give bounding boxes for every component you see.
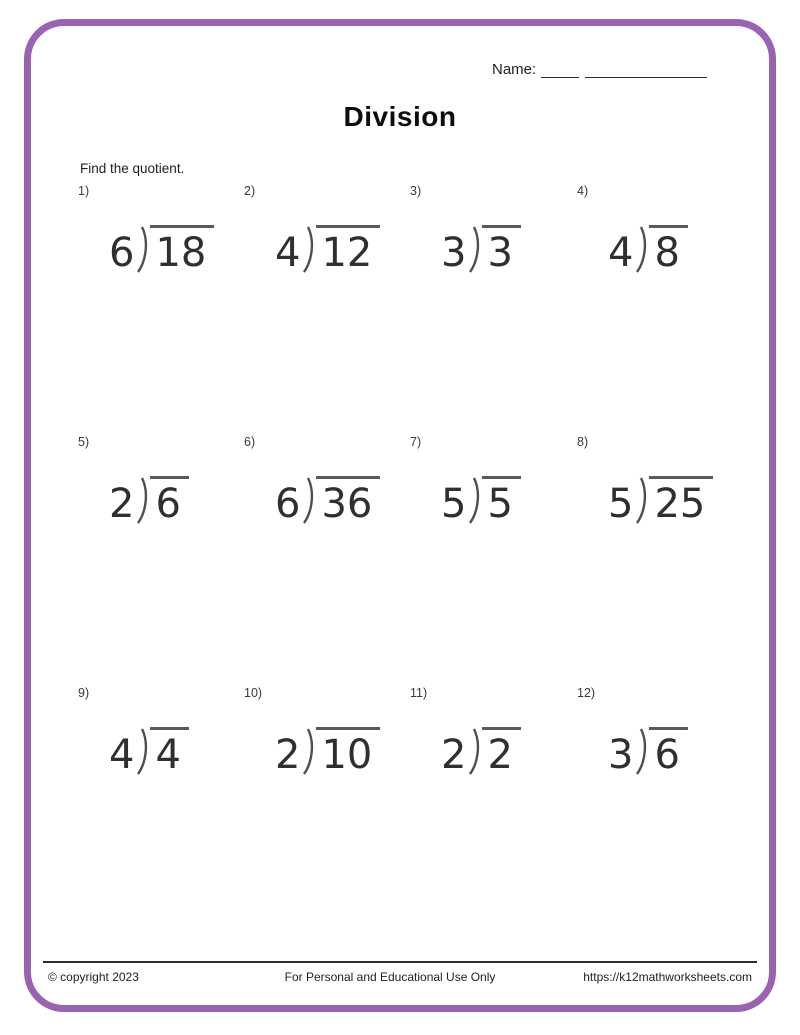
divisor: 4 — [275, 230, 301, 276]
division-bracket-icon — [302, 476, 316, 524]
long-division-problem — [441, 727, 577, 777]
dividend: 10 — [316, 727, 380, 777]
dividend: 12 — [316, 225, 380, 275]
divisor: 3 — [608, 732, 634, 778]
dividend: 5 — [482, 476, 520, 526]
problem-cell — [410, 184, 577, 435]
problem-number: 11) — [410, 686, 428, 700]
dividend: 18 — [150, 225, 214, 275]
problem-cell — [577, 435, 744, 686]
divisor: 2 — [109, 481, 135, 527]
name-field — [492, 61, 707, 78]
long-division-problem — [109, 476, 244, 526]
problem-number: 2) — [244, 184, 256, 198]
problem-number: 10) — [244, 686, 263, 700]
division-bracket-icon — [136, 225, 150, 273]
long-division-problem — [275, 727, 410, 777]
division-bracket-icon — [468, 476, 482, 524]
division-bracket-icon — [635, 225, 649, 273]
long-division-problem — [275, 476, 410, 526]
problem-cell — [577, 686, 744, 937]
dividend: 3 — [482, 225, 520, 275]
long-division-problem — [275, 225, 410, 275]
dividend: 2 — [482, 727, 520, 777]
problem-number: 7) — [410, 435, 422, 449]
divisor: 2 — [275, 732, 301, 778]
page-title: Division — [343, 101, 457, 132]
problem-cell — [244, 184, 410, 435]
problem-number: 4) — [577, 184, 589, 198]
dividend: 6 — [150, 476, 188, 526]
long-division-problem — [608, 225, 744, 275]
problem-number: 9) — [78, 686, 90, 700]
divisor: 6 — [109, 230, 135, 276]
dividend: 8 — [649, 225, 687, 275]
problem-number: 6) — [244, 435, 256, 449]
dividend: 6 — [649, 727, 687, 777]
problem-cell — [244, 435, 410, 686]
long-division-problem — [441, 225, 577, 275]
division-bracket-icon — [302, 727, 316, 775]
dividend: 25 — [649, 476, 713, 526]
division-bracket-icon — [302, 225, 316, 273]
name-blank-line — [541, 62, 579, 78]
long-division-problem — [441, 476, 577, 526]
copyright-text: © copyright 2023 — [48, 970, 139, 984]
divisor: 2 — [441, 732, 467, 778]
name-label: Name: — [492, 61, 537, 78]
usage-text: For Personal and Educational Use Only — [284, 970, 496, 984]
problem-number: 3) — [410, 184, 422, 198]
problem-cell — [78, 184, 244, 435]
divisor: 5 — [608, 481, 634, 527]
division-bracket-icon — [468, 727, 482, 775]
problem-number: 8) — [577, 435, 589, 449]
long-division-problem — [608, 476, 744, 526]
long-division-problem — [109, 225, 244, 275]
instruction-text: Find the quotient. — [80, 161, 185, 176]
name-blank-line — [585, 62, 707, 78]
long-division-problem — [109, 727, 244, 777]
division-bracket-icon — [136, 476, 150, 524]
problem-number: 1) — [78, 184, 90, 198]
divisor: 3 — [441, 230, 467, 276]
problem-cell — [244, 686, 410, 937]
problem-cell — [410, 686, 577, 937]
division-bracket-icon — [468, 225, 482, 273]
dividend: 36 — [316, 476, 380, 526]
division-bracket-icon — [635, 727, 649, 775]
problem-cell — [78, 686, 244, 937]
divisor: 6 — [275, 481, 301, 527]
problem-cell — [410, 435, 577, 686]
divisor: 5 — [441, 481, 467, 527]
problem-number: 12) — [577, 686, 596, 700]
footer — [48, 970, 752, 984]
dividend: 4 — [150, 727, 188, 777]
long-division-problem — [608, 727, 744, 777]
footer-divider — [43, 961, 757, 963]
website-url: https://k12mathworksheets.com — [583, 970, 752, 984]
divisor: 4 — [608, 230, 634, 276]
division-bracket-icon — [136, 727, 150, 775]
problems-grid — [78, 184, 744, 937]
problem-cell — [78, 435, 244, 686]
problem-number: 5) — [78, 435, 90, 449]
division-bracket-icon — [635, 476, 649, 524]
divisor: 4 — [109, 732, 135, 778]
problem-cell — [577, 184, 744, 435]
